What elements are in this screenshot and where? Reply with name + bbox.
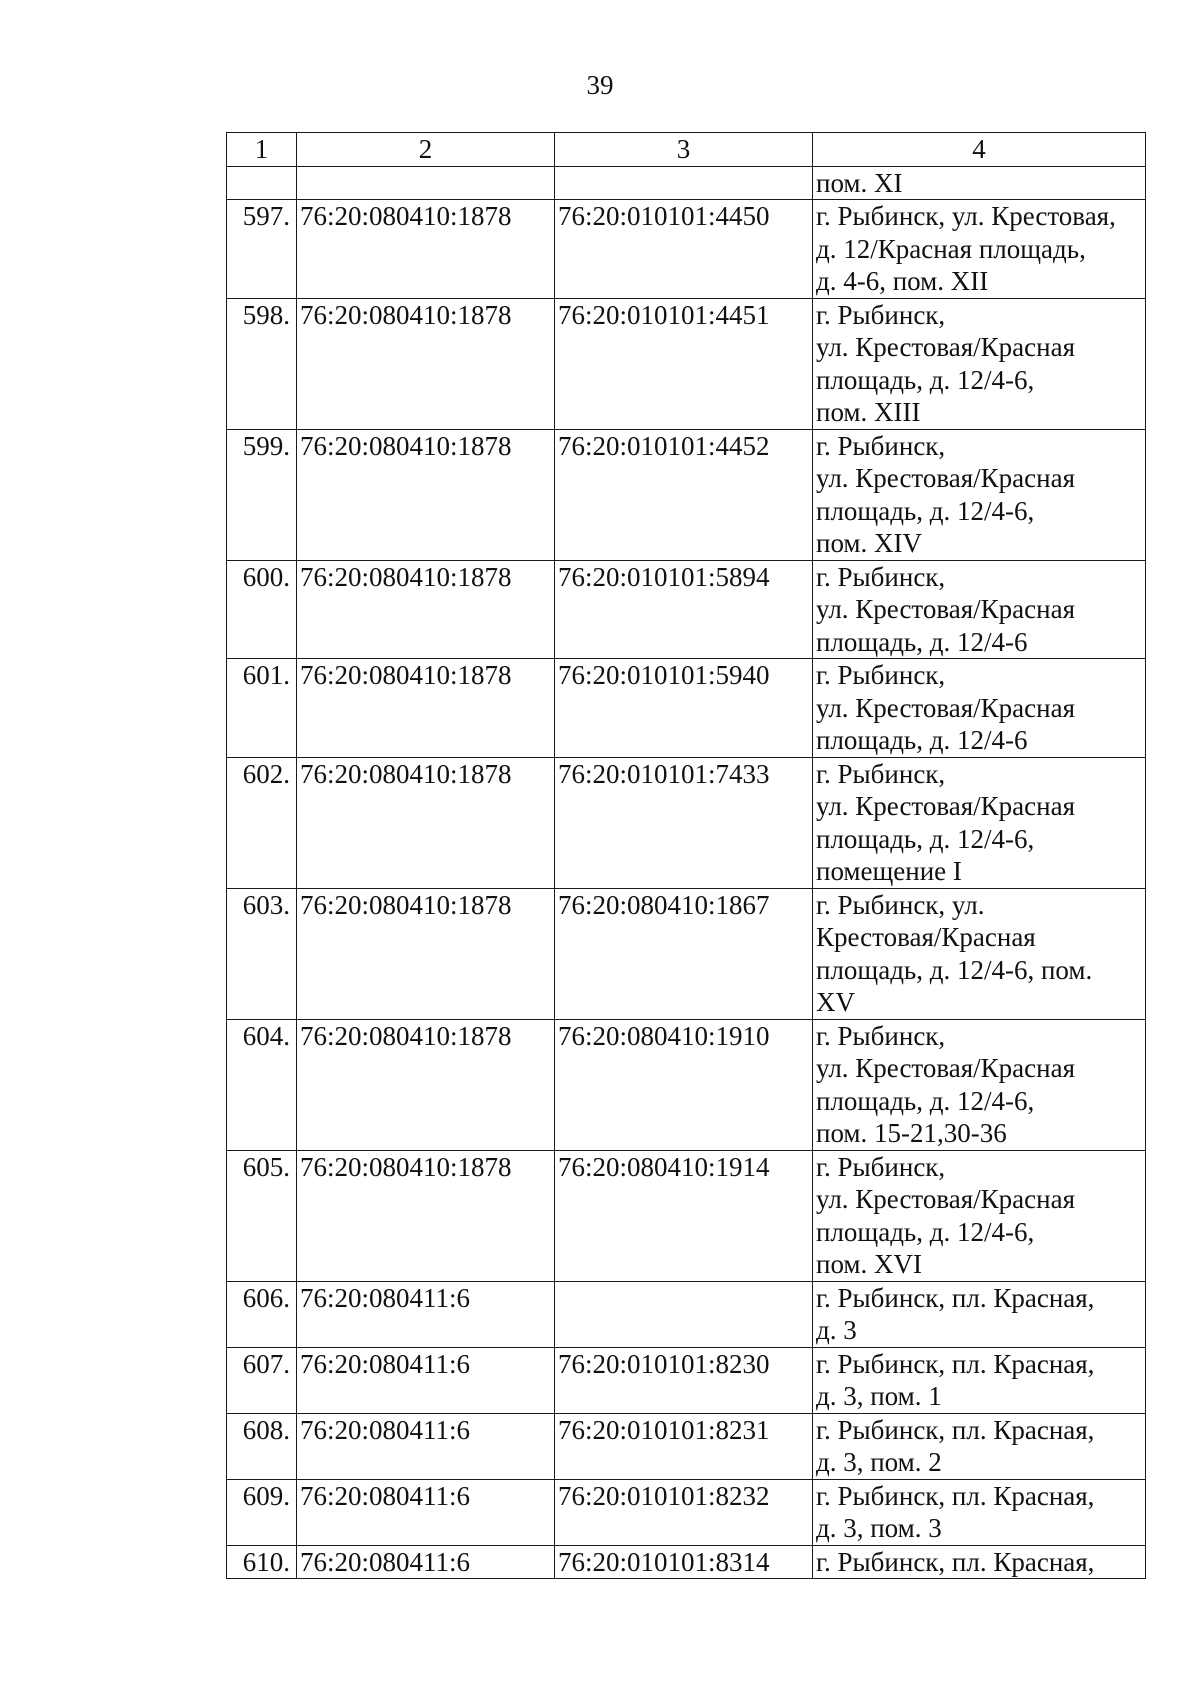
address-line: площадь, д. 12/4-6,: [816, 1216, 1035, 1247]
address-cell: [813, 888, 1146, 1019]
address-line: площадь, д. 12/4-6,: [816, 823, 1035, 854]
cadastral-number-col3: 76:20:010101:4450: [555, 200, 813, 299]
row-number: 602.: [227, 757, 297, 888]
address-line: г. Рыбинск, пл. Красная,: [816, 1348, 1095, 1379]
cadastral-number-col3: [555, 1281, 813, 1347]
cadastral-number-col3: 76:20:080410:1867: [555, 888, 813, 1019]
address-line: г. Рыбинск, ул. Крестовая,: [816, 201, 1116, 231]
address-line: ул. Крестовая/Красная: [816, 332, 1076, 362]
address-line: г. Рыбинск, пл. Красная,: [816, 1282, 1095, 1313]
cadastral-number-col2: 76:20:080410:1878: [297, 1150, 555, 1281]
table-body: [227, 166, 1146, 1579]
cadastral-number-col3: 76:20:010101:5894: [555, 560, 813, 659]
cadastral-number-col2: 76:20:080411:6: [297, 1413, 555, 1479]
table-row: [227, 659, 1146, 758]
cadastral-number-col3: 76:20:010101:8230: [555, 1347, 813, 1413]
address-line: д. 3, пом. 2: [816, 1447, 942, 1477]
address-line: д. 4-6, пом. XII: [816, 266, 989, 296]
column-header-2: 2: [297, 133, 555, 167]
address-cell: [813, 1150, 1146, 1281]
address-cell: [813, 1019, 1146, 1150]
row-number: 607.: [227, 1347, 297, 1413]
cadastral-number-col3: 76:20:080410:1910: [555, 1019, 813, 1150]
cadastral-number-col2: 76:20:080410:1878: [297, 1019, 555, 1150]
row-number: 608.: [227, 1413, 297, 1479]
row-number: 601.: [227, 659, 297, 758]
cadastral-number-col3: 76:20:010101:8231: [555, 1413, 813, 1479]
address-line: площадь, д. 12/4-6,: [816, 1085, 1035, 1116]
cadastral-number-col2: 76:20:080411:6: [297, 1281, 555, 1347]
cadastral-number-col2: 76:20:080410:1878: [297, 757, 555, 888]
address-line: ул. Крестовая/Красная: [816, 692, 1076, 723]
cadastral-number-col2: 76:20:080410:1878: [297, 298, 555, 429]
address-line: Крестовая/Красная: [816, 922, 1036, 952]
address-line: г. Рыбинск, пл. Красная,: [816, 1414, 1095, 1445]
cadastral-number-col2: 76:20:080411:6: [297, 1347, 555, 1413]
address-line: г. Рыбинск, ул.: [816, 889, 985, 920]
address-line: пом. 15-21,30-36: [816, 1118, 1007, 1148]
address-cell: [813, 1413, 1146, 1479]
address-line: д. 3, пом. 1: [816, 1381, 942, 1411]
cadastral-number-col3: 76:20:010101:4451: [555, 298, 813, 429]
cadastral-number-col3: 76:20:010101:7433: [555, 757, 813, 888]
address-line: г. Рыбинск,: [816, 430, 946, 461]
row-number: 604.: [227, 1019, 297, 1150]
column-header-4: 4: [813, 133, 1146, 167]
address-cell: [813, 298, 1146, 429]
address-line: ул. Крестовая/Красная: [816, 791, 1076, 821]
row-number: 609.: [227, 1479, 297, 1545]
address-line: пом. XI: [816, 167, 903, 198]
address-line: помещение I: [816, 856, 962, 886]
address-line: г. Рыбинск,: [816, 660, 946, 690]
cadastral-number-col3: [555, 166, 813, 200]
address-cell: [813, 166, 1146, 200]
cadastral-number-col2: 76:20:080411:6: [297, 1479, 555, 1545]
row-number: 606.: [227, 1281, 297, 1347]
address-cell: [813, 429, 1146, 560]
address-line: площадь, д. 12/4-6: [816, 725, 1028, 755]
cadastral-number-col2: 76:20:080410:1878: [297, 429, 555, 560]
row-number: 603.: [227, 888, 297, 1019]
cadastral-number-col3: 76:20:010101:8314: [555, 1545, 813, 1579]
address-line: пом. XVI: [816, 1249, 923, 1279]
address-line: ул. Крестовая/Красная: [816, 463, 1076, 493]
cadastral-number-col2: 76:20:080411:6: [297, 1545, 555, 1579]
address-line: площадь, д. 12/4-6, пом.: [816, 954, 1093, 985]
address-line: XV: [816, 987, 855, 1017]
address-line: г. Рыбинск, пл. Красная,: [816, 1480, 1095, 1511]
address-line: д. 3: [816, 1315, 857, 1345]
cadastral-number-col2: 76:20:080410:1878: [297, 659, 555, 758]
column-header-3: 3: [555, 133, 813, 167]
table-row: [227, 560, 1146, 659]
address-line: г. Рыбинск,: [816, 299, 946, 330]
cadastral-number-col3: 76:20:010101:5940: [555, 659, 813, 758]
table-row: [227, 888, 1146, 1019]
address-line: площадь, д. 12/4-6,: [816, 364, 1035, 395]
address-cell: [813, 659, 1146, 758]
address-cell: [813, 560, 1146, 659]
table-row: [227, 1545, 1146, 1579]
address-line: г. Рыбинск,: [816, 758, 946, 789]
address-line: г. Рыбинск,: [816, 561, 946, 592]
table-row: [227, 298, 1146, 429]
column-header-1: 1: [227, 133, 297, 167]
cadastral-number-col2: 76:20:080410:1878: [297, 888, 555, 1019]
header-row: [227, 133, 1146, 167]
address-line: г. Рыбинск,: [816, 1020, 946, 1051]
address-line: г. Рыбинск,: [816, 1151, 946, 1182]
address-line: г. Рыбинск, пл. Красная,: [816, 1546, 1095, 1577]
address-line: ул. Крестовая/Красная: [816, 1053, 1076, 1083]
address-line: ул. Крестовая/Красная: [816, 1184, 1076, 1214]
address-cell: [813, 757, 1146, 888]
cadastral-number-col3: 76:20:080410:1914: [555, 1150, 813, 1281]
address-cell: [813, 200, 1146, 299]
cadastral-number-col2: [297, 166, 555, 200]
table-row: [227, 1019, 1146, 1150]
cadastral-number-col2: 76:20:080410:1878: [297, 560, 555, 659]
row-number: 598.: [227, 298, 297, 429]
address-cell: [813, 1281, 1146, 1347]
table-row: [227, 1281, 1146, 1347]
address-cell: [813, 1347, 1146, 1413]
row-number: 600.: [227, 560, 297, 659]
row-number: 605.: [227, 1150, 297, 1281]
row-number: 599.: [227, 429, 297, 560]
row-number: [227, 166, 297, 200]
page-number: 39: [586, 70, 614, 100]
address-line: площадь, д. 12/4-6: [816, 626, 1028, 657]
table-row: [227, 166, 1146, 200]
table-row: [227, 1347, 1146, 1413]
cadastral-number-col3: 76:20:010101:4452: [555, 429, 813, 560]
table-row: [227, 1150, 1146, 1281]
address-line: ул. Крестовая/Красная: [816, 594, 1076, 624]
cadastral-number-col3: 76:20:010101:8232: [555, 1479, 813, 1545]
table-row: [227, 1413, 1146, 1479]
address-cell: [813, 1545, 1146, 1579]
row-number: 610.: [227, 1545, 297, 1579]
table-row: [227, 1479, 1146, 1545]
cadastral-number-col2: 76:20:080410:1878: [297, 200, 555, 299]
table-row: [227, 200, 1146, 299]
table-row: [227, 757, 1146, 888]
address-line: пом. XIV: [816, 528, 923, 558]
address-line: д. 12/Красная площадь,: [816, 233, 1086, 264]
registry-table: [226, 132, 1146, 1579]
address-line: пом. XIII: [816, 397, 921, 427]
row-number: 597.: [227, 200, 297, 299]
address-line: площадь, д. 12/4-6,: [816, 495, 1035, 526]
address-cell: [813, 1479, 1146, 1545]
address-line: д. 3, пом. 3: [816, 1513, 942, 1543]
table-row: [227, 429, 1146, 560]
